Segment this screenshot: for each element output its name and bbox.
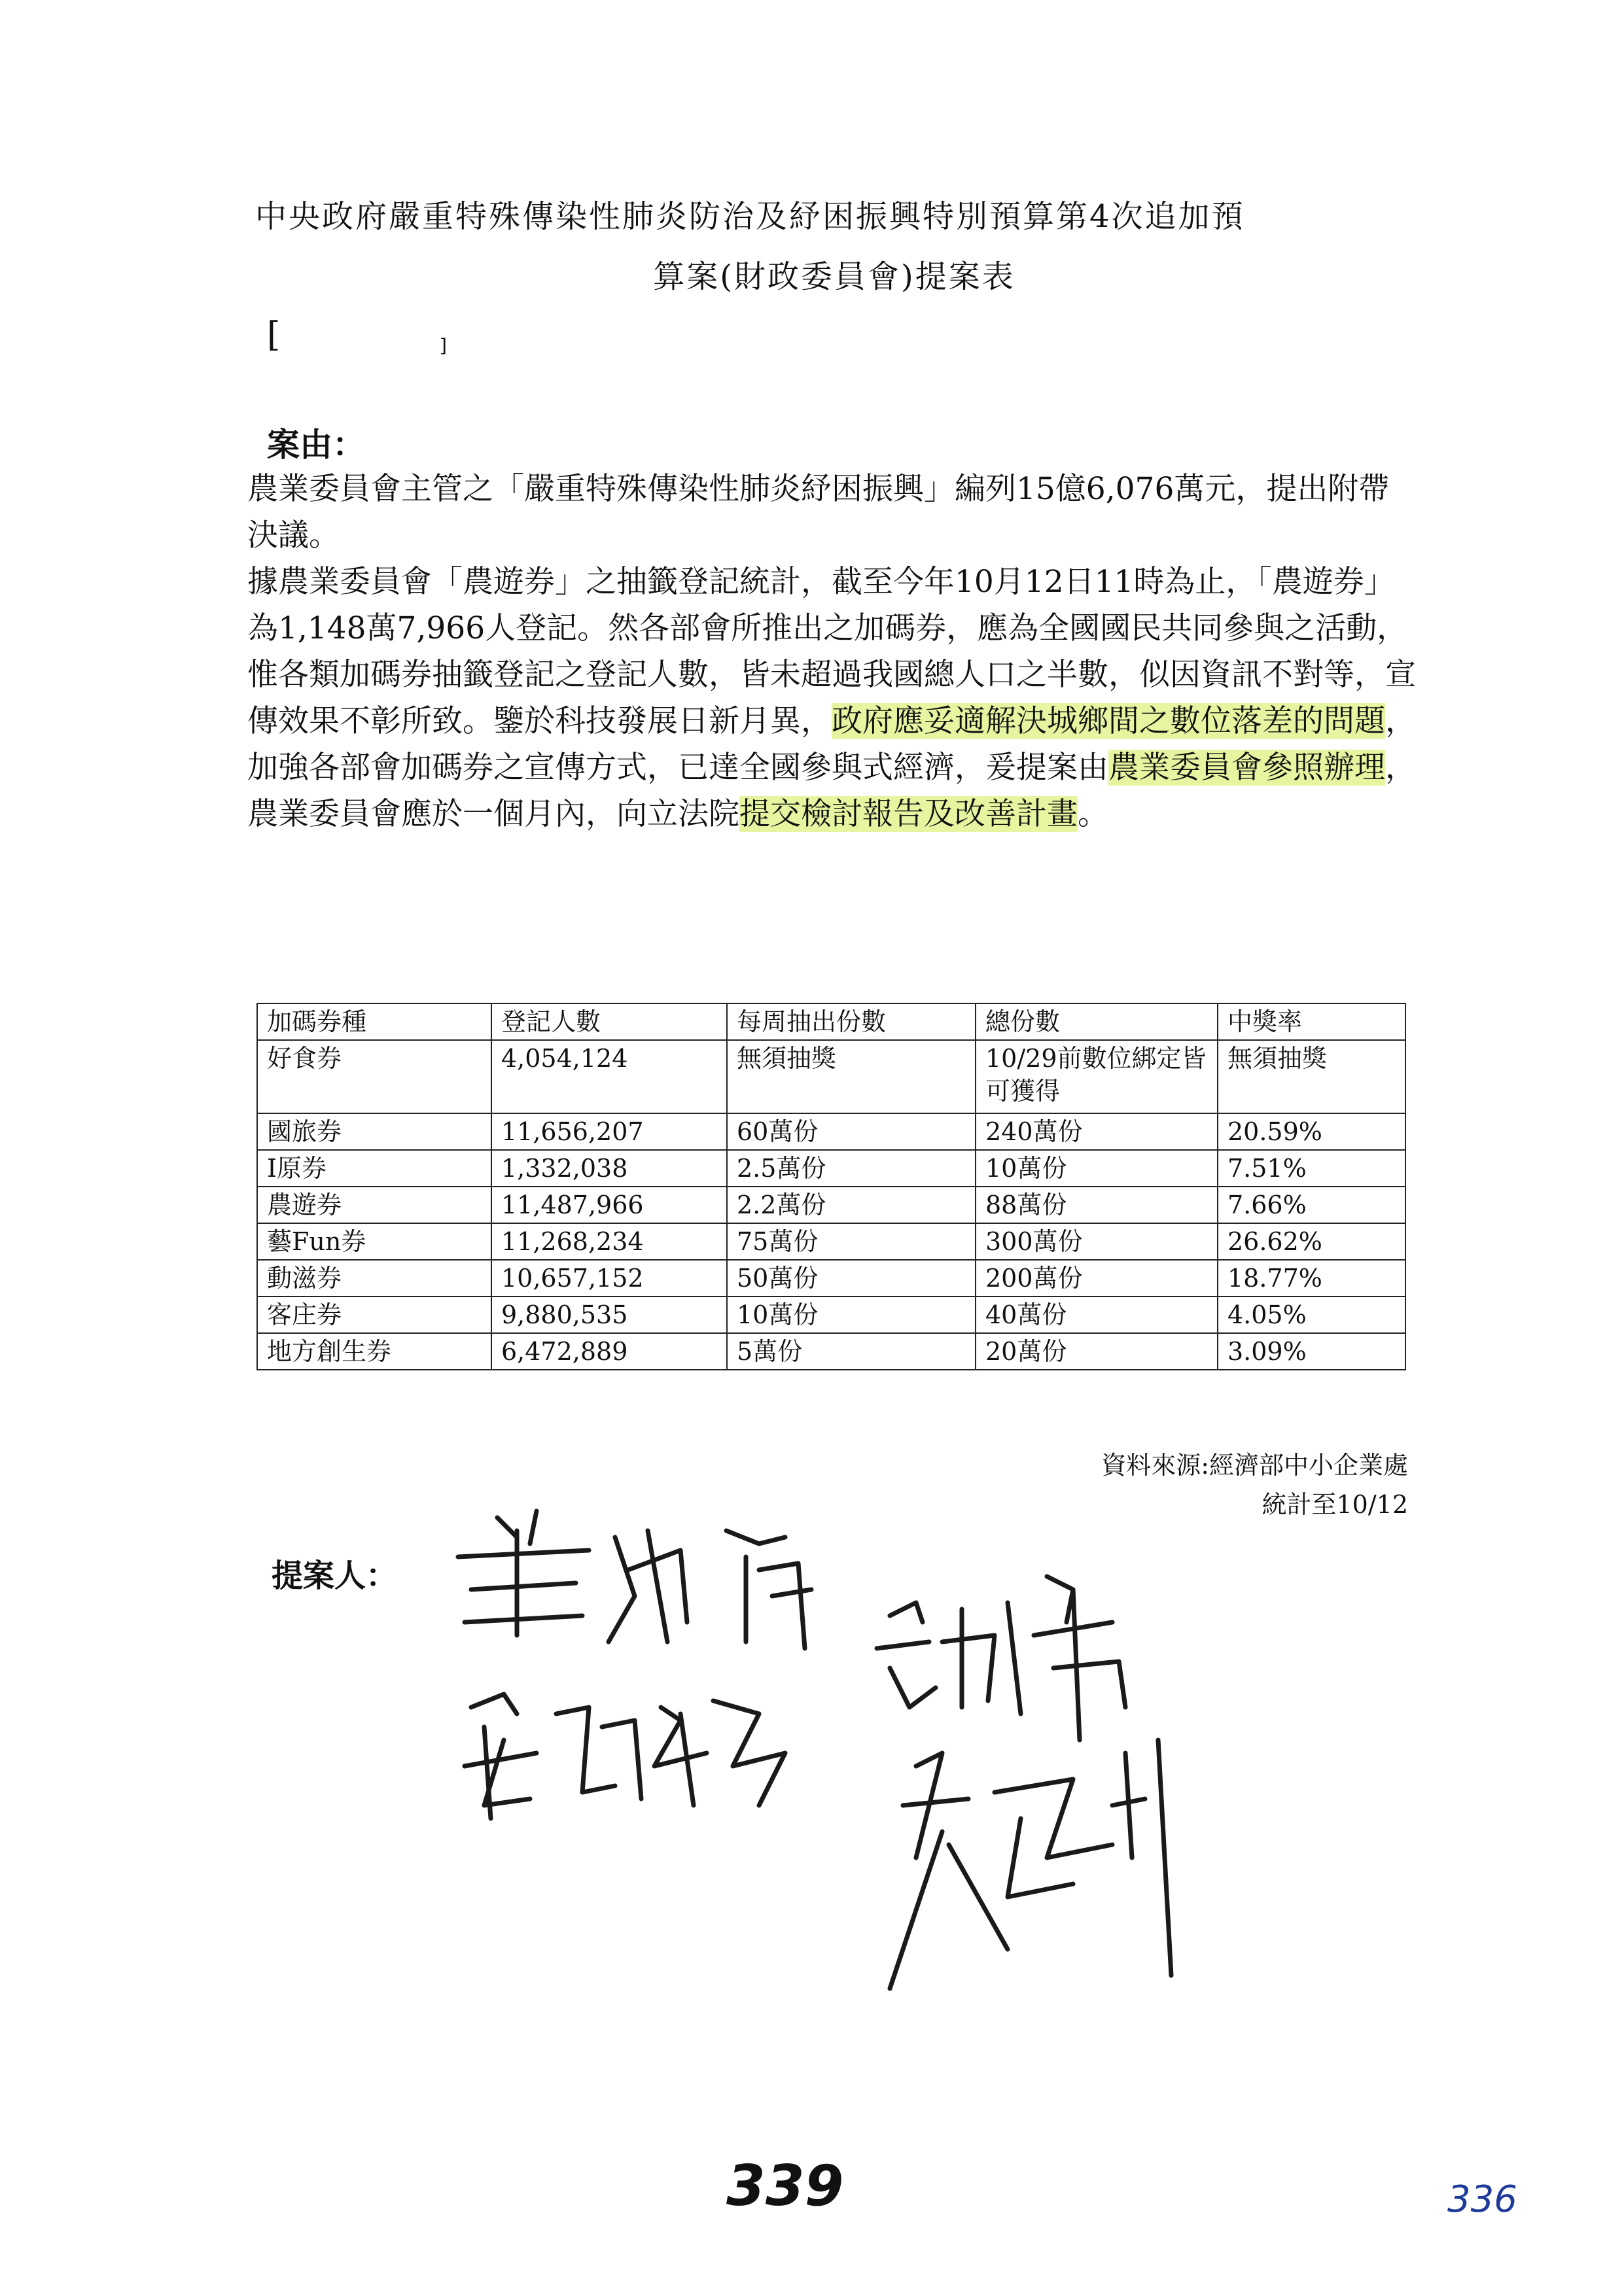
- signature-3: [877, 1576, 1125, 1740]
- table-cell: 客庄券: [257, 1296, 491, 1333]
- table-cell: 7.51%: [1218, 1150, 1405, 1187]
- table-cell: 11,487,966: [491, 1187, 727, 1223]
- table-cell: 20萬份: [976, 1333, 1218, 1370]
- bracket-close: ]: [440, 335, 447, 357]
- source-line: 資料來源:經濟部中小企業處: [1101, 1451, 1408, 1480]
- highlighted-text: 政府應妥適解決城鄉間之數位落差的問題: [832, 703, 1385, 739]
- column-header: 登記人數: [491, 1003, 727, 1040]
- table-cell: 10萬份: [727, 1296, 976, 1333]
- table-row: [257, 1260, 1405, 1296]
- title-line-2: 算案(財政委員會)提案表: [653, 258, 1015, 295]
- column-header: 中獎率: [1218, 1003, 1405, 1040]
- signature-2: [465, 1694, 785, 1818]
- table-cell: 200萬份: [976, 1260, 1218, 1296]
- table-cell: 60萬份: [727, 1113, 976, 1150]
- reason-paragraph-2: [247, 559, 1419, 837]
- table-cell: 18.77%: [1218, 1260, 1405, 1296]
- table-cell: 好食券: [257, 1040, 491, 1113]
- title-line-1: 中央政府嚴重特殊傳染性肺炎防治及紓困振興特別預算第4次追加預: [255, 198, 1245, 235]
- reason-text: 。: [1078, 796, 1108, 832]
- table-row: [257, 1223, 1405, 1260]
- table-cell: 40萬份: [976, 1296, 1218, 1333]
- reason-paragraph-1: 農業委員會主管之「嚴重特殊傳染性肺炎紓困振興」編列15億6,076萬元，提出附帶決議。: [247, 471, 1390, 553]
- table-cell: 1,332,038: [491, 1150, 727, 1187]
- table-cell: 3.09%: [1218, 1333, 1405, 1370]
- proposer-label: 提案人：: [272, 1557, 398, 1594]
- table-cell: 7.66%: [1218, 1187, 1405, 1223]
- table-cell: 26.62%: [1218, 1223, 1405, 1260]
- table-cell: I原券: [257, 1150, 491, 1187]
- table-cell: 2.5萬份: [727, 1150, 976, 1187]
- reason-text: ，農業委員會應於一個月內，向立法院: [247, 750, 1416, 832]
- table-cell: 2.2萬份: [727, 1187, 976, 1223]
- table-cell: 5萬份: [727, 1333, 976, 1370]
- table-cell: 88萬份: [976, 1187, 1218, 1223]
- highlighted-text: 提交檢討報告及改善計畫: [739, 796, 1078, 832]
- column-header: 加碼券種: [257, 1003, 491, 1040]
- table-row: [257, 1187, 1405, 1223]
- table-row: [257, 1150, 1405, 1187]
- handwritten-signatures: [419, 1491, 1269, 2067]
- table-cell: 11,268,234: [491, 1223, 727, 1260]
- table-cell: 農遊券: [257, 1187, 491, 1223]
- table-cell: 10,657,152: [491, 1260, 727, 1296]
- reason-body: [247, 466, 1419, 837]
- blue-page-number: 336: [1447, 2178, 1517, 2221]
- table-cell: 藝Fun券: [257, 1223, 491, 1260]
- signature-1: [458, 1511, 811, 1648]
- column-header: 每周抽出份數: [727, 1003, 976, 1040]
- stat-date-line: 統計至10/12: [1262, 1490, 1408, 1519]
- table-cell: 10萬份: [976, 1150, 1218, 1187]
- table-cell: 20.59%: [1218, 1113, 1405, 1150]
- reason-text: 據農業委員會「農遊券」之抽籤登記統計，截至今年10月12日11時為止，「農遊券」為1,148萬7,966人登記。然各部會所推出之加碼券，應為全國國民共同參與之活動，惟各類加碼券抽籤登記之登記人數，皆未超過我國總人口之半數，似因資訊不對等，宣傳效果不彰所致。鑒於科技發展日新月異，: [247, 564, 1416, 739]
- table-row: [257, 1333, 1405, 1370]
- column-header: 總份數: [976, 1003, 1218, 1040]
- table-cell: 11,656,207: [491, 1113, 727, 1150]
- bracket-open: [: [267, 315, 281, 355]
- table-cell: 地方創生券: [257, 1333, 491, 1370]
- table-row: [257, 1040, 1405, 1113]
- table-cell: 50萬份: [727, 1260, 976, 1296]
- table-row: [257, 1296, 1405, 1333]
- reason-text: ，加強各部會加碼券之宣傳方式，已達全國參與式經濟，爰提案由: [247, 703, 1416, 786]
- table-cell: 10/29前數位綁定皆可獲得: [976, 1040, 1218, 1113]
- table-cell: 9,880,535: [491, 1296, 727, 1333]
- voucher-table: [256, 1003, 1406, 1370]
- table-cell: 4,054,124: [491, 1040, 727, 1113]
- table-cell: 300萬份: [976, 1223, 1218, 1260]
- table-cell: 75萬份: [727, 1223, 976, 1260]
- table-cell: 4.05%: [1218, 1296, 1405, 1333]
- table-cell: 國旅券: [257, 1113, 491, 1150]
- table-cell: 6,472,889: [491, 1333, 727, 1370]
- table-row: [257, 1113, 1405, 1150]
- table-cell: 無須抽獎: [1218, 1040, 1405, 1113]
- handwritten-page-number: 339: [726, 2153, 844, 2219]
- table-cell: 無須抽獎: [727, 1040, 976, 1113]
- table-header-row: [257, 1003, 1405, 1040]
- highlighted-text: 農業委員會參照辦理: [1108, 750, 1385, 786]
- table-cell: 動滋券: [257, 1260, 491, 1296]
- document-title: [255, 196, 1413, 297]
- reason-heading: 案由：: [267, 426, 365, 464]
- table-cell: 240萬份: [976, 1113, 1218, 1150]
- signature-4: [890, 1740, 1171, 1989]
